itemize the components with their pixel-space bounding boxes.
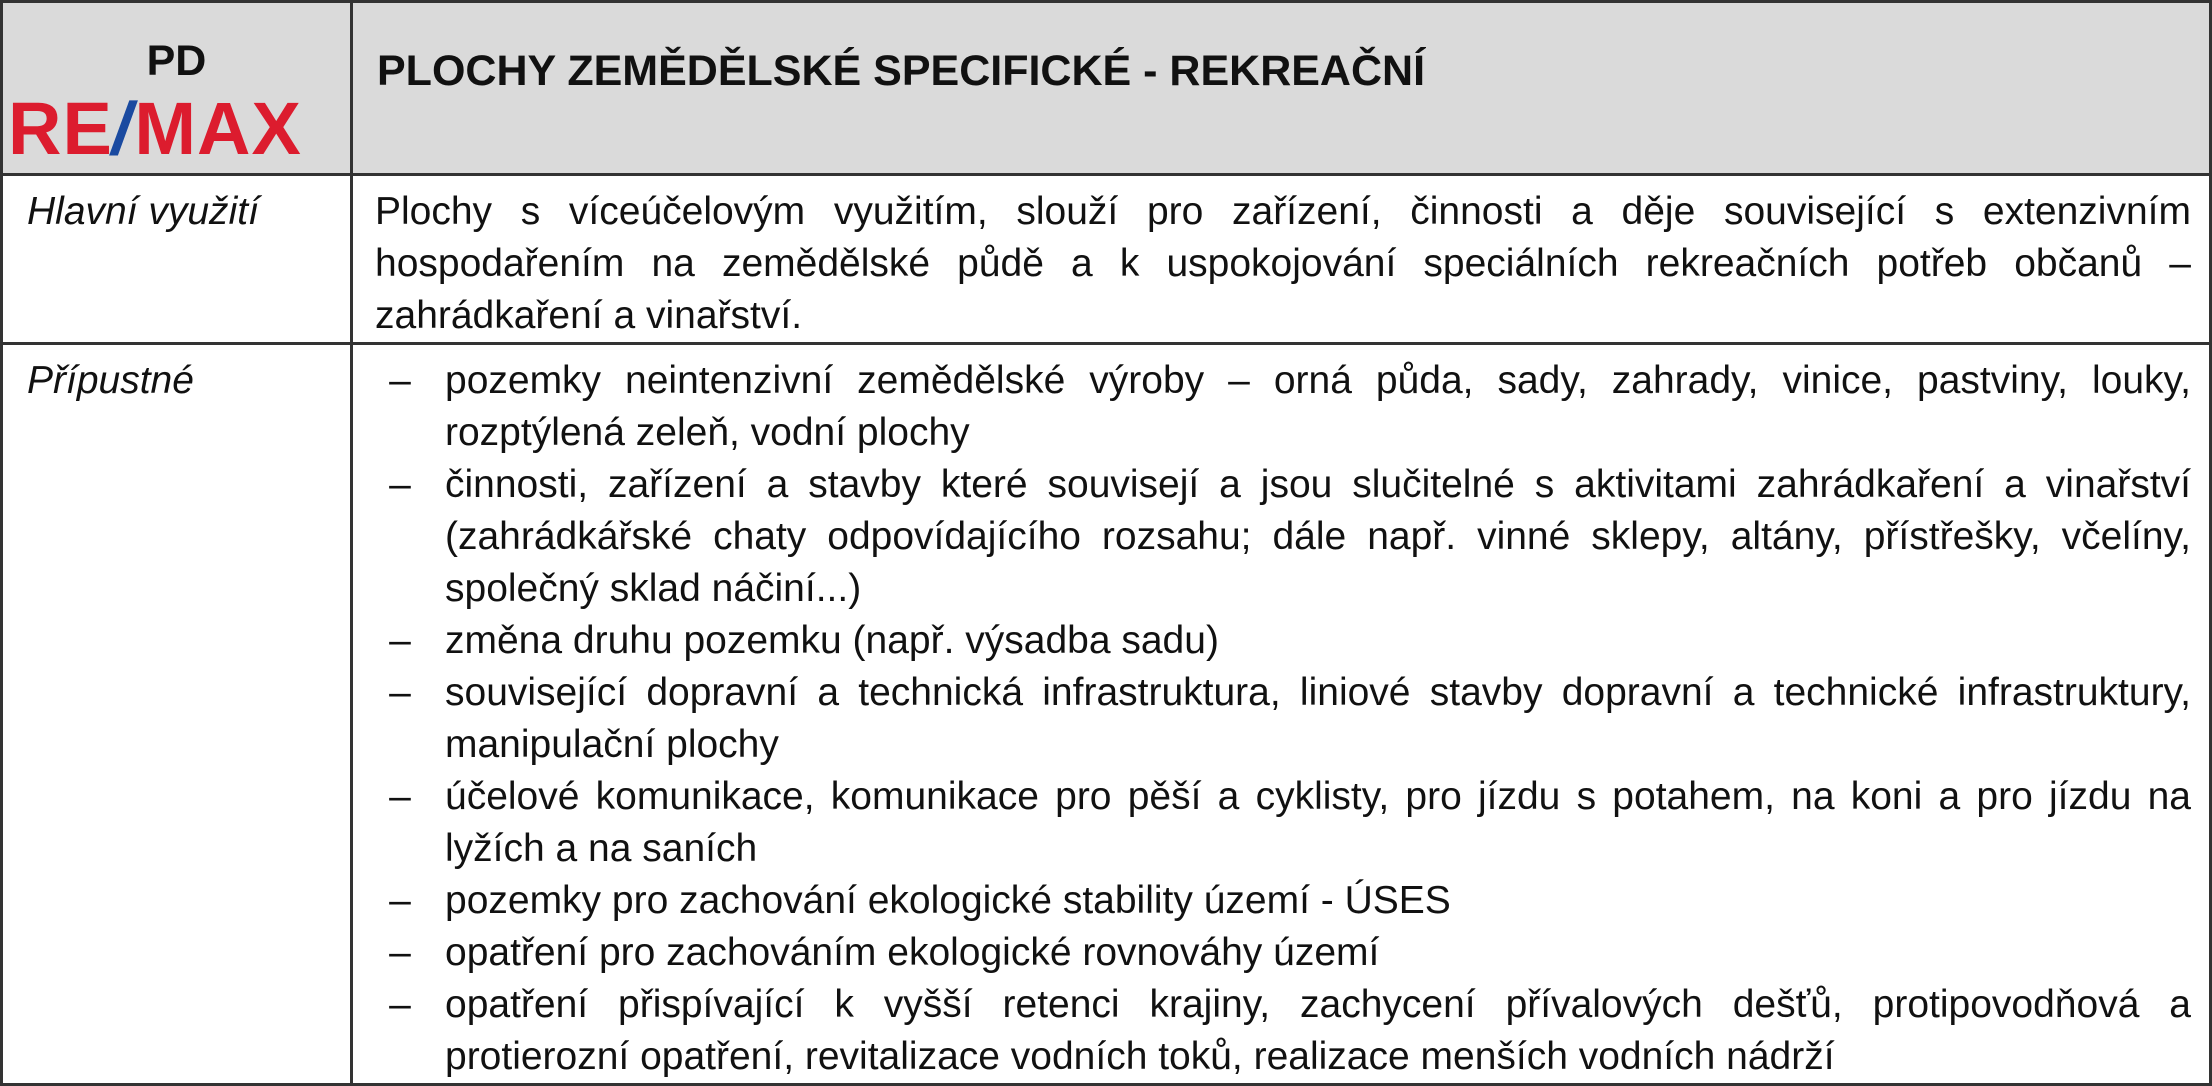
permitted-list — [375, 355, 2191, 1083]
dash: – — [389, 619, 411, 662]
dash: – — [389, 463, 411, 506]
list-item: – změna druhu pozemku (např. výsadba sadu) — [375, 615, 2191, 667]
dash: – — [389, 931, 411, 974]
dash: – — [389, 879, 411, 922]
dash: – — [389, 775, 411, 818]
list-item: – související dopravní a technická infrastruktura, liniové stavby dopravní a technické infrastruktury, manipulační plochy — [375, 667, 2191, 771]
permitted-label: Přípustné — [2, 344, 352, 1085]
dash: – — [389, 983, 411, 1026]
list-item: – opatření pro zachováním ekologické rovnováhy území — [375, 927, 2191, 979]
list-item: – pozemky pro zachování ekologické stability území - ÚSES — [375, 875, 2191, 927]
permitted-cell — [352, 344, 2211, 1085]
main-use-row — [2, 175, 2211, 344]
list-item: – činnosti, zařízení a stavby které souvisejí a jsou slučitelné s aktivitami zahrádkaření a vinařství (zahrádkářské chaty odpovídajícího rozsahu; dále např. vinné sklepy, altány, přístřešky, včelíny, společný sklad náčiní...) — [375, 459, 2191, 615]
list-item: – pozemky neintenzivní zemědělské výroby – orná půda, sady, zahrady, vinice, pastviny, louky, rozptýlená zeleň, vodní plochy — [375, 355, 2191, 459]
list-item: – opatření přispívající k vyšší retenci krajiny, zachycení přívalových dešťů, protipovodňová a protierozní opatření, revitalizace vodních toků, realizace menších vodních nádrží — [375, 979, 2191, 1083]
dash: – — [389, 359, 411, 402]
remax-logo: RE/MAX — [8, 87, 302, 170]
area-code: PD — [2, 2, 352, 175]
main-use-label: Hlavní využití — [2, 175, 352, 344]
permitted-row — [2, 344, 2211, 1085]
main-use-text: Plochy s víceúčelovým využitím, slouží pro zařízení, činnosti a děje související s extenzivním hospodařením na zemědělské půdě a k uspokojování speciálních rekreačních potřeb občanů – zahrádkaření a vinařství. — [352, 175, 2211, 344]
area-title: PLOCHY ZEMĚDĚLSKÉ SPECIFICKÉ - REKREAČNÍ — [352, 2, 2211, 175]
dash: – — [389, 671, 411, 714]
list-item: – účelové komunikace, komunikace pro pěší a cyklisty, pro jízdu s potahem, na koni a pro jízdu na lyžích a na saních — [375, 771, 2191, 875]
